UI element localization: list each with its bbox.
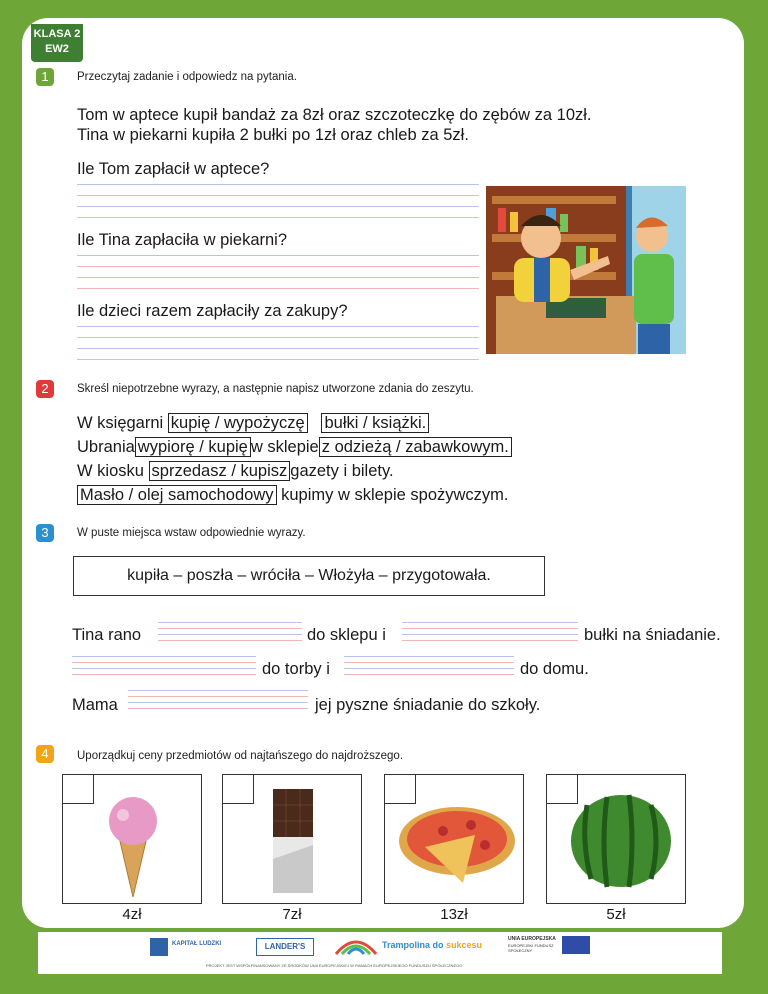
- task-3-instruction: W puste miejsca wstaw odpowiednie wyrazy.: [77, 527, 306, 539]
- price-1: 4zł: [122, 906, 142, 923]
- blank-5[interactable]: [128, 690, 308, 714]
- kapital-ludzki-icon: [150, 938, 168, 956]
- choice-4[interactable]: z odzieżą / zabawkowym.: [319, 437, 512, 457]
- choice-5[interactable]: sprzedasz / kupisz: [149, 461, 291, 481]
- task-1-instruction: Przeczytaj zadanie i odpowiedz na pytania.: [77, 71, 297, 83]
- word-bank-text: kupiła – poszła – wróciła – Włożyła – przygotowała.: [127, 567, 491, 584]
- answer-lines-1[interactable]: [77, 184, 479, 228]
- logo-efs: EUROPEJSKI FUNDUSZ SPOŁECZNY: [508, 943, 554, 953]
- sentence-4: Masło / olej samochodowy kupimy w sklepie spożywczym.: [77, 484, 509, 506]
- task-4-instruction: Uporządkuj ceny przedmiotów od najtańszego do najdroższego.: [77, 750, 404, 762]
- sentence-1: W księgarni kupię / wypożyczę bułki / książki.: [77, 412, 429, 434]
- gap-text-2a: do torby i: [262, 660, 330, 678]
- word-bank: [73, 556, 545, 596]
- gap-text-1b: do sklepu i: [307, 626, 386, 644]
- gap-text-2b: do domu.: [520, 660, 589, 678]
- blank-2[interactable]: [402, 622, 578, 646]
- item-pizza: [384, 774, 524, 904]
- footer-logos: [38, 932, 722, 974]
- order-box-2[interactable]: [223, 775, 254, 804]
- story-line-1: Tom w aptece kupił bandaż za 8zł oraz szczoteczkę do zębów za 10zł.: [77, 106, 592, 124]
- eu-flag-icon: [562, 936, 590, 954]
- answer-lines-2[interactable]: [77, 255, 479, 299]
- logo-kapital-ludzki: KAPITAŁ LUDZKI: [172, 941, 222, 947]
- exercise-code: EW2: [45, 43, 69, 55]
- choice-2[interactable]: bułki / książki.: [321, 413, 429, 433]
- question-2: Ile Tina zapłaciła w piekarni?: [77, 231, 288, 249]
- footer-note: PROJEKT JEST WSPÓŁFINANSOWANY ZE ŚRODKÓW UNII EUROPEJSKIEJ W RAMACH EUROPEJSKIEGO FUNDUSZU SPOŁECZNEGO: [206, 963, 463, 968]
- order-box-1[interactable]: [63, 775, 94, 804]
- question-3: Ile dzieci razem zapłaciły za zakupy?: [77, 302, 348, 320]
- task-4-badge: 4: [36, 745, 54, 763]
- item-ice-cream: [62, 774, 202, 904]
- price-3: 13zł: [440, 906, 468, 923]
- gap-text-3b: jej pyszne śniadanie do szkoły.: [315, 696, 541, 714]
- blank-1[interactable]: [158, 622, 302, 646]
- shop-illustration: [486, 186, 686, 354]
- task-3-badge: 3: [36, 524, 54, 542]
- task-2-instruction: Skreśl niepotrzebne wyrazy, a następnie napisz utworzone zdania do zeszytu.: [77, 383, 474, 395]
- choice-6[interactable]: Masło / olej samochodowy: [77, 485, 277, 505]
- choice-1[interactable]: kupię / wypożyczę: [168, 413, 308, 433]
- order-box-4[interactable]: [547, 775, 578, 804]
- price-2: 7zł: [282, 906, 302, 923]
- answer-lines-3[interactable]: [77, 326, 479, 370]
- gap-text-3a: Mama: [72, 696, 118, 714]
- choice-3[interactable]: wypiorę / kupię: [135, 437, 251, 457]
- gap-text-1a: Tina rano: [72, 626, 142, 644]
- class-label: KLASA 2: [33, 28, 81, 40]
- sentence-3: W kiosku sprzedasz / kupisz gazety i bilety.: [77, 462, 394, 480]
- task-1-badge: 1: [36, 68, 54, 86]
- logo-landers: LANDER'S: [256, 938, 314, 956]
- question-1: Ile Tom zapłacił w aptece?: [77, 160, 270, 178]
- blank-4[interactable]: [344, 656, 514, 680]
- item-watermelon: [546, 774, 686, 904]
- story-line-2: Tina w piekarni kupiła 2 bułki po 1zł oraz chleb za 5zł.: [77, 126, 469, 144]
- logo-trampolina: Trampolina do sukcesu: [382, 940, 483, 950]
- item-chocolate: [222, 774, 362, 904]
- task-2-badge: 2: [36, 380, 54, 398]
- gap-text-1c: bułki na śniadanie.: [584, 626, 721, 644]
- class-tab: [31, 24, 83, 62]
- sentence-2: Ubrania wypiorę / kupię w sklepie z odzieżą / zabawkowym.: [77, 436, 512, 458]
- blank-3[interactable]: [72, 656, 256, 680]
- logo-ue: UNIA EUROPEJSKA: [508, 936, 556, 942]
- trampolina-icon: [334, 934, 378, 956]
- price-4: 5zł: [606, 906, 626, 923]
- order-box-3[interactable]: [385, 775, 416, 804]
